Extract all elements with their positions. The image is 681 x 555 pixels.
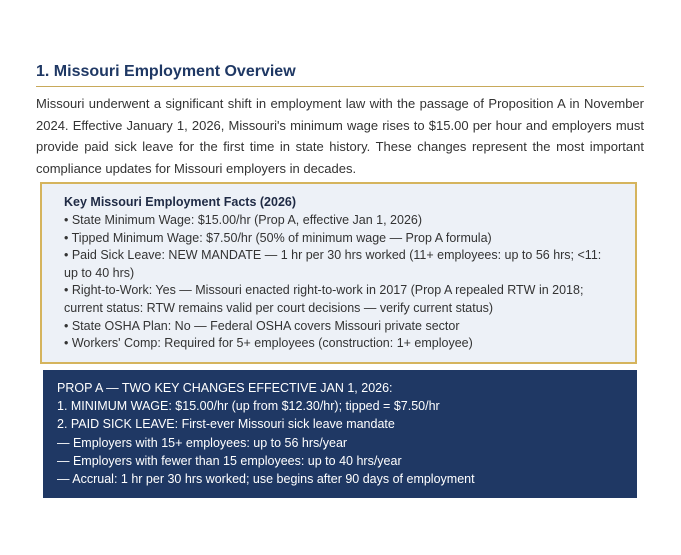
callout-accrual: — Accrual: 1 hr per 30 hrs worked; use begins after 90 days of employment: [57, 472, 475, 487]
fact-state-osha: • State OSHA Plan: No — Federal OSHA covers Missouri private sector: [64, 318, 460, 333]
callout-paid-sick-leave: 2. PAID SICK LEAVE: First-ever Missouri sick leave mandate: [57, 417, 395, 432]
fact-right-to-work: • Right-to-Work: Yes — Missouri enacted right-to-work in 2017 (Prop A repealed RTW in 2018; current status: RTW remains valid per court decisions — verify current status): [64, 283, 584, 315]
prop-a-callout: [43, 370, 637, 498]
key-facts-list: [64, 212, 615, 353]
intro-paragraph: Missouri underwent a significant shift in employment law with the passage of Proposition A in November 2024. Effective January 1, 2026, Missouri's minimum wage rises to $15.00 per hour and employers must provide paid sick leave for the first time in state history. These changes represent the most important compliance updates for Missouri employers in decades.: [36, 96, 644, 177]
callout-minimum-wage: 1. MINIMUM WAGE: $15.00/hr (up from $12.30/hr); tipped = $7.50/hr: [57, 399, 440, 414]
key-facts-box: [40, 182, 637, 364]
callout-small-employers: — Employers with fewer than 15 employees: up to 40 hrs/year: [57, 453, 402, 468]
fact-minimum-wage: • State Minimum Wage: $15.00/hr (Prop A, effective Jan 1, 2026): [64, 213, 423, 227]
section-title: 1. Missouri Employment Overview: [36, 63, 296, 80]
title-underline: [36, 86, 644, 87]
callout-large-employers: — Employers with 15+ employees: up to 56 hrs/year: [57, 435, 348, 450]
fact-tipped-wage: • Tipped Minimum Wage: $7.50/hr (50% of minimum wage — Prop A formula): [64, 230, 492, 245]
callout-heading: PROP A — TWO KEY CHANGES EFFECTIVE JAN 1, 2026:: [57, 381, 393, 395]
key-facts-title: Key Missouri Employment Facts (2026): [64, 195, 297, 209]
fact-workers-comp: • Workers' Comp: Required for 5+ employees (construction: 1+ employee): [64, 336, 473, 351]
fact-paid-sick-leave: • Paid Sick Leave: NEW MANDATE — 1 hr per 30 hrs worked (11+ employees: up to 56 hrs; <11: up to 40 hrs): [64, 248, 602, 280]
